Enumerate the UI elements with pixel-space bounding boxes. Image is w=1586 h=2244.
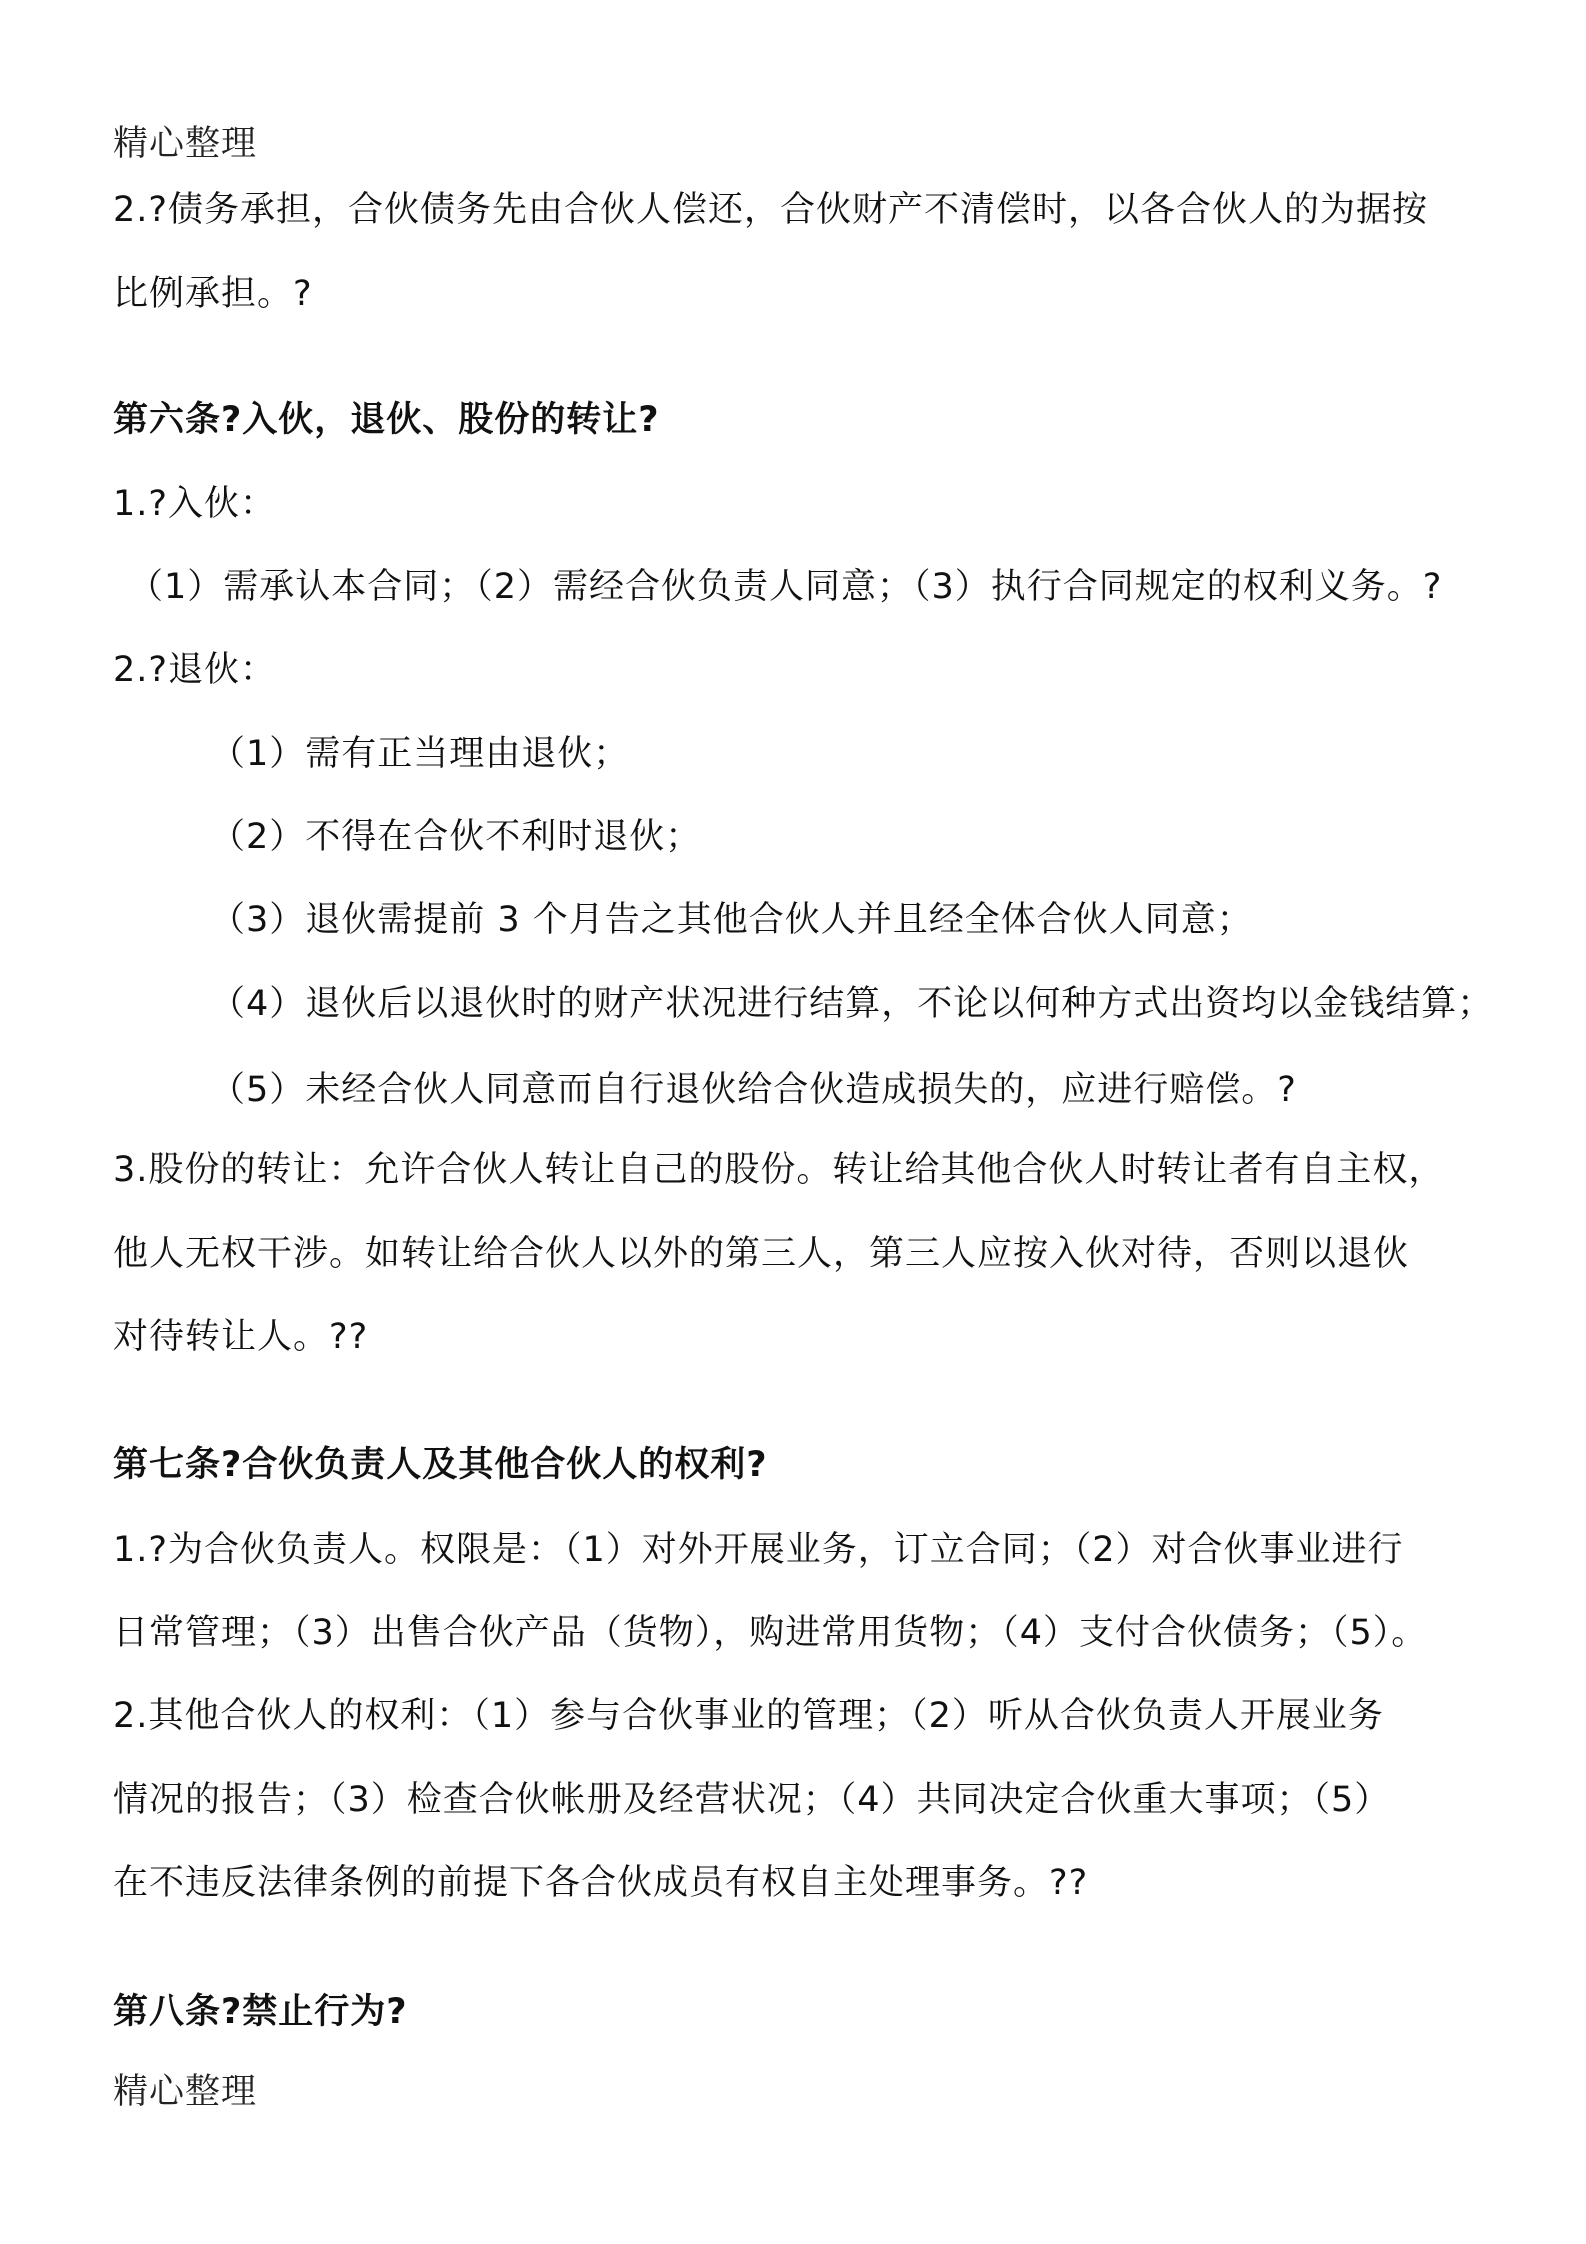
list-item: （1）需有正当理由退伙； bbox=[210, 734, 630, 774]
page-footer: 精心整理 bbox=[113, 2072, 258, 2112]
list-item: （1）需承认本合同；（2）需经合伙负责人同意；（3）执行合同规定的权利义务。? bbox=[128, 567, 1443, 607]
list-item: （2）不得在合伙不利时退伙； bbox=[210, 817, 702, 857]
paragraph-line: 比例承担。? bbox=[113, 274, 313, 314]
section-title: 第七条?合伙负责人及其他合伙人的权利? bbox=[113, 1445, 768, 1485]
paragraph-line: 3.股份的转让：允许合伙人转让自己的股份。转让给其他合伙人时转让者有自主权， bbox=[113, 1150, 1445, 1190]
paragraph-line: 对待转让人。?? bbox=[113, 1317, 369, 1357]
section-title: 第六条?入伙，退伙、股份的转让? bbox=[113, 400, 660, 440]
paragraph-line: 他人无权干涉。如转让给合伙人以外的第三人，第三人应按入伙对待，否则以退伙 bbox=[113, 1234, 1410, 1274]
paragraph-line: 日常管理；（3）出售合伙产品（货物），购进常用货物；（4）支付合伙债务；（5）。 bbox=[113, 1613, 1428, 1653]
paragraph-line: 1.?为合伙负责人。权限是：（1）对外开展业务，订立合同；（2）对合伙事业进行 bbox=[113, 1530, 1404, 1570]
paragraph-line: 1.?入伙： bbox=[113, 484, 276, 524]
list-item: （5）未经合伙人同意而自行退伙给合伙造成损失的，应进行赔偿。? bbox=[210, 1070, 1297, 1110]
paragraph-line: 情况的报告；（3）检查合伙帐册及经营状况；（4）共同决定合伙重大事项；（5） bbox=[113, 1780, 1391, 1820]
paragraph-line: 2.?退伙： bbox=[113, 650, 276, 690]
list-item: （3）退伙需提前 3 个月告之其他合伙人并且经全体合伙人同意； bbox=[210, 900, 1253, 940]
paragraph-line: 在不违反法律条例的前提下各合伙成员有权自主处理事务。?? bbox=[113, 1863, 1089, 1903]
section-title: 第八条?禁止行为? bbox=[113, 1992, 408, 2032]
paragraph-line: 2.其他合伙人的权利：（1）参与合伙事业的管理；（2）听从合伙负责人开展业务 bbox=[113, 1696, 1384, 1736]
list-item: （4）退伙后以退伙时的财产状况进行结算，不论以何种方式出资均以金钱结算； bbox=[210, 984, 1494, 1024]
paragraph-line: 2.?债务承担，合伙债务先由合伙人偿还，合伙财产不清偿时，以各合伙人的为据按 bbox=[113, 190, 1428, 230]
page-header: 精心整理 bbox=[113, 124, 258, 164]
